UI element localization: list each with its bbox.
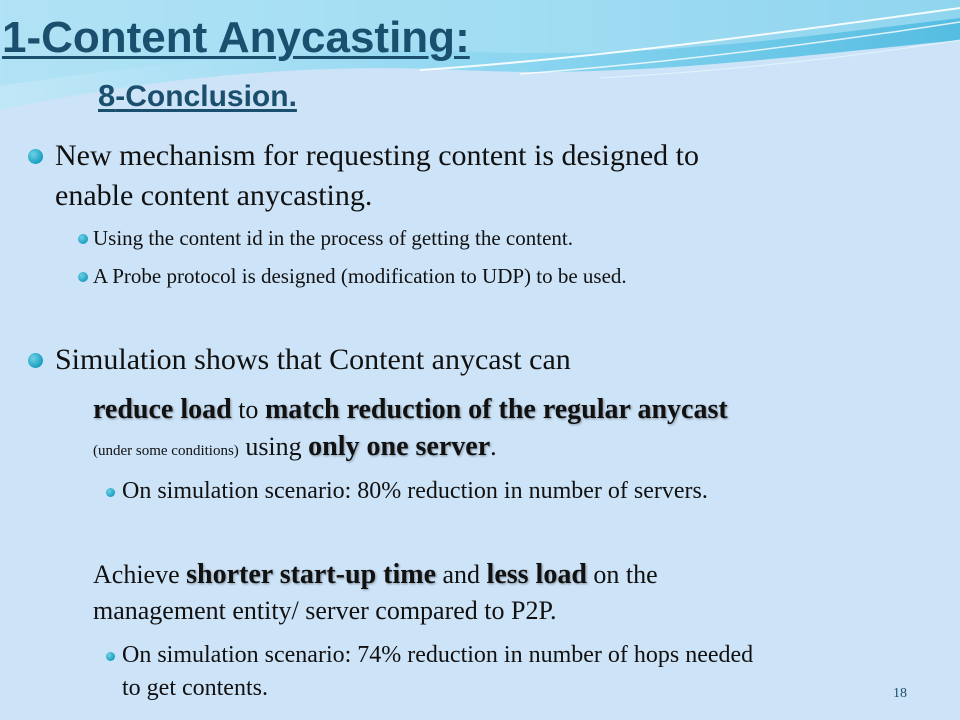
subtitle-text: -Conclusion. bbox=[115, 80, 297, 113]
bullet-dot-icon bbox=[106, 488, 115, 497]
connector-text: to bbox=[231, 395, 265, 424]
sub-sub-bullet-text: On simulation scenario: 74% reduction in number of hops needed bbox=[122, 642, 754, 668]
bullet-text: Simulation shows that Content anycast can bbox=[55, 343, 571, 376]
emphasis-match-reduction: match reduction of the regular anycast bbox=[264, 394, 728, 425]
bullet-dot-icon bbox=[28, 149, 43, 164]
sub-sub-bullet-text-continued: to get contents. bbox=[122, 675, 268, 701]
bullet-dot-icon bbox=[78, 234, 88, 244]
emphasis-one-server: only one server bbox=[308, 431, 491, 462]
sub-bullet-text: Using the content id in the process of getting the content. bbox=[93, 226, 573, 250]
slide-title: 1-Content Anycasting: bbox=[2, 13, 470, 62]
sub-bullet-line-2: management entity/ server compared to P2P. bbox=[93, 596, 557, 625]
connector-text: and bbox=[436, 560, 487, 589]
bullet-text-continued: enable content anycasting. bbox=[55, 179, 373, 212]
bullet-dot-icon bbox=[106, 652, 115, 661]
slide-subtitle bbox=[98, 76, 297, 117]
emphasis-less-load: less load bbox=[486, 559, 587, 590]
sub-bullet-line-1 bbox=[93, 558, 658, 591]
sub-bullet-line-1 bbox=[93, 393, 728, 426]
subtitle-number: 8 bbox=[98, 78, 116, 113]
emphasis-reduce-load: reduce load bbox=[93, 394, 232, 425]
bullet-dot-icon bbox=[78, 272, 88, 282]
bullet-text: New mechanism for requesting content is designed to bbox=[55, 139, 700, 172]
sub-bullet-text: A Probe protocol is designed (modification to UDP) to be used. bbox=[93, 264, 627, 288]
bullet-dot-icon bbox=[28, 353, 43, 368]
trailing-text: on the bbox=[586, 560, 658, 589]
lead-text: Achieve bbox=[93, 560, 187, 589]
condition-note: (under some conditions) bbox=[93, 443, 239, 459]
connector-text: using bbox=[238, 432, 309, 461]
period-text: . bbox=[490, 432, 497, 461]
emphasis-startup-time: shorter start-up time bbox=[186, 559, 436, 590]
sub-sub-bullet-text: On simulation scenario: 80% reduction in number of servers. bbox=[122, 478, 708, 504]
sub-bullet-line-2 bbox=[93, 430, 497, 468]
page-number: 18 bbox=[893, 686, 907, 701]
